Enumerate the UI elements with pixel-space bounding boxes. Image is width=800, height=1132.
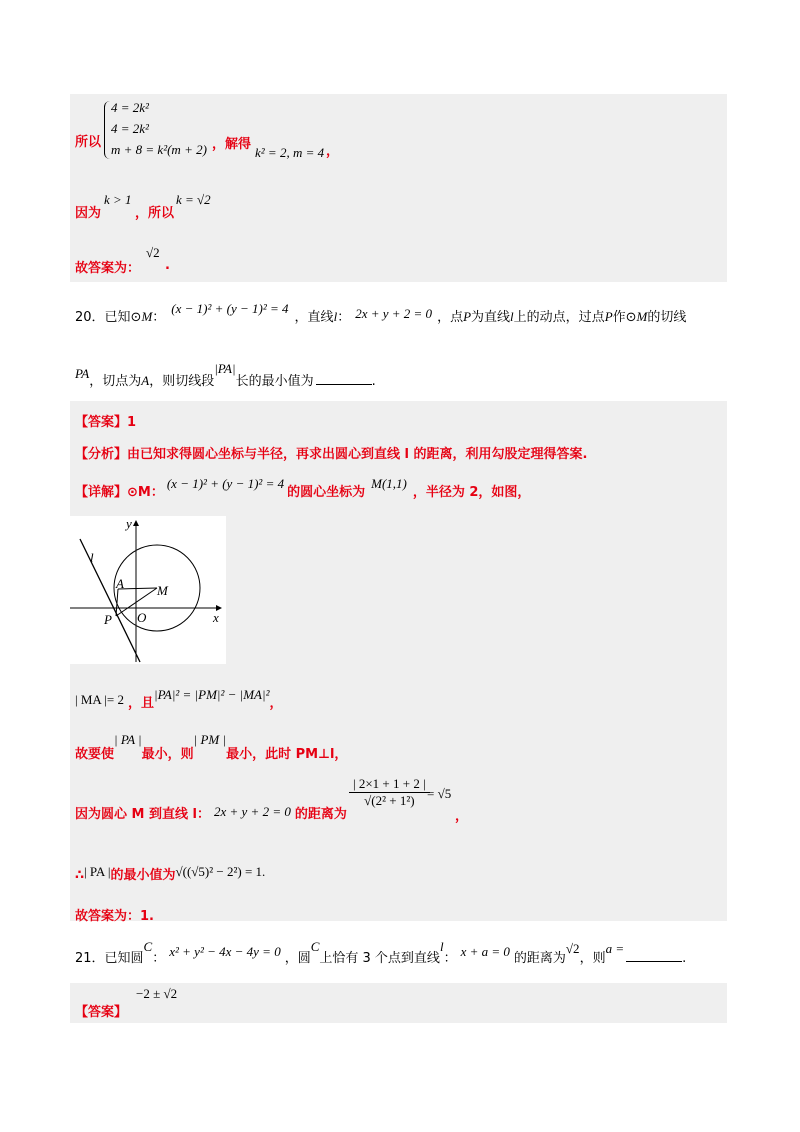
q20-text4: 作⊙ xyxy=(612,310,637,325)
l-label: l xyxy=(90,550,94,565)
x-label: x xyxy=(213,610,219,625)
q21-colon2: ： xyxy=(443,951,457,966)
q20-l2: l xyxy=(510,309,514,324)
answer20-zuixiao: 最小，则 xyxy=(141,747,194,762)
answer20-fraction xyxy=(349,776,430,809)
P-label: P xyxy=(104,612,112,627)
q21-dist: √2 xyxy=(565,941,580,956)
q21-text2: 上恰有 3 个点到直线 xyxy=(319,951,440,966)
A-label: A xyxy=(116,576,124,591)
q20-period: . xyxy=(371,374,376,389)
q21-text4: ，则 xyxy=(579,951,606,966)
q20-line-label: ，直线 xyxy=(294,310,334,325)
O-label: O xyxy=(137,610,147,625)
answer20-frac-num: | 2×1 + 1 + 2 | xyxy=(349,776,430,793)
suoyi-text: 所以 xyxy=(75,135,102,150)
answer-value-19: √2 xyxy=(146,245,160,260)
answer20-dist-text: 的距离为 xyxy=(294,807,347,822)
q21-colon: ： xyxy=(152,951,166,966)
result-comma: ， xyxy=(326,144,340,159)
q21-text1: ，圆 xyxy=(284,951,311,966)
q20-A: A xyxy=(141,373,150,388)
q20-line-eq: 2x + y + 2 = 0 xyxy=(355,306,433,321)
answer20-center-text: 的圆心坐标为 xyxy=(287,485,366,500)
q20-text5: 的切线 xyxy=(647,310,687,325)
q21-period: . xyxy=(682,951,687,966)
q21-answer-blank xyxy=(626,951,682,962)
answer20-pa2: | PA | xyxy=(84,864,111,879)
answer20-min-val: √((√5)² − 2²) = 1. xyxy=(175,864,266,879)
q21-l: l xyxy=(439,939,444,954)
answer20-min-text: 的最小值为 xyxy=(110,868,176,883)
q21-C2: C xyxy=(310,939,320,954)
q21-a: a = xyxy=(605,941,625,956)
system-eq-3: m + 8 = k²(m + 2) xyxy=(111,142,207,157)
q21-text3: 的距离为 xyxy=(513,951,566,966)
result-eq: k² = 2, m = 4 xyxy=(255,145,325,160)
q20-text1: ，点 xyxy=(437,310,464,325)
q21-line xyxy=(75,939,687,966)
answer20-center: M(1,1) xyxy=(371,476,407,491)
answer20-min-line xyxy=(75,732,348,762)
figure-svg xyxy=(70,516,226,664)
line-l xyxy=(80,539,140,662)
answer20-label: 【答案】1 xyxy=(75,415,137,430)
answer20-dist-res: = √5 xyxy=(427,786,452,801)
answer20-circle: (x − 1)² + (y − 1)² = 4 xyxy=(166,476,285,491)
answer20-final: 故答案为：1. xyxy=(75,909,154,924)
q20-text3: 上的动点，过点 xyxy=(513,310,605,325)
answer20-frac-den: √(2² + 1²) xyxy=(364,793,415,808)
answer21-label: 【答案】 xyxy=(75,1005,128,1020)
q21-line: x + a = 0 xyxy=(460,944,510,959)
answer20-zuixiao2: 最小，此时 PM⊥l， xyxy=(226,747,348,762)
q20-P2: P xyxy=(604,309,613,324)
answer20-guyao: 故要使 xyxy=(75,747,115,762)
q20-line2 xyxy=(75,361,376,389)
answer20-pa-eq: |PA|² = |PM|² − |MA|² xyxy=(154,687,270,702)
q21-num: 21．已知圆 xyxy=(75,951,144,966)
answer20-line-eq: 2x + y + 2 = 0 xyxy=(213,804,291,819)
answer20-ma-eq: | MA |= 2 xyxy=(75,692,125,707)
answer20-pm: | PM | xyxy=(193,732,227,747)
yinwei-text: 因为 xyxy=(75,206,102,221)
q20-M2: M xyxy=(636,309,648,324)
answer-label-19: 故答案为： xyxy=(75,261,141,276)
q21-C: C xyxy=(143,939,153,954)
q20-line1 xyxy=(75,301,687,325)
q20-colon: ： xyxy=(152,310,166,325)
k-eq: k = √2 xyxy=(176,192,211,207)
y-axis-arrow xyxy=(133,520,139,526)
answer20-analysis: 【分析】由已知求得圆心坐标与半径，再求出圆心到直线 l 的距离，利用勾股定理得答案. xyxy=(75,447,588,462)
q20-M: M xyxy=(141,309,153,324)
system-eq-2: 4 = 2k² xyxy=(111,121,149,136)
answer20-comma: ， xyxy=(269,696,283,711)
q20-answer-blank xyxy=(316,374,372,385)
q20-text7: ，则切线段 xyxy=(149,374,215,389)
q20-text2: 为直线 xyxy=(471,310,511,325)
y-label: y xyxy=(126,516,132,531)
answer20-yinwei: 因为圆心 M 到直线 l： xyxy=(75,807,210,822)
q20-line-colon: ： xyxy=(337,310,351,325)
q20-circle-eq: (x − 1)² + (y − 1)² = 4 xyxy=(171,301,289,316)
answer20-ma-line xyxy=(75,687,283,711)
q20-PA: PA xyxy=(75,366,90,381)
answer20-min-val-line xyxy=(75,864,265,883)
answer20-and: ，且 xyxy=(128,696,155,711)
answer20-detail xyxy=(75,476,531,500)
figure-diagram xyxy=(70,516,226,664)
answer20-dist-line xyxy=(75,803,347,822)
q21-circle: x² + y² − 4x − 4y = 0 xyxy=(169,944,281,959)
solution-block-19 xyxy=(70,94,727,282)
answer-period-19: . xyxy=(165,258,170,273)
jiede-text: ，解得 xyxy=(212,137,252,152)
system-eq-1: 4 = 2k² xyxy=(111,100,149,115)
M-label: M xyxy=(157,583,168,598)
answer20-detail-label: 【详解】⊙M： xyxy=(75,485,164,500)
q20-l: l xyxy=(333,309,338,324)
q20-P1: P xyxy=(463,309,472,324)
k-gt-1: k > 1 xyxy=(104,192,132,207)
system-brace xyxy=(104,101,111,159)
q20-text8: 长的最小值为 xyxy=(235,374,314,389)
suoyi-text-2: ，所以 xyxy=(135,206,175,221)
q20-text6: ，切点为 xyxy=(89,374,142,389)
q20-PA-abs: |PA| xyxy=(214,361,236,376)
answer20-therefore: ∴ xyxy=(75,868,85,883)
answer20-radius-text: ，半径为 2，如图， xyxy=(412,485,531,500)
answer20-pa: | PA | xyxy=(114,732,142,747)
answer20-comma2: ， xyxy=(455,809,469,824)
answer21-value: −2 ± √2 xyxy=(136,986,178,1001)
q20-num: 20．已知⊙ xyxy=(75,310,142,325)
